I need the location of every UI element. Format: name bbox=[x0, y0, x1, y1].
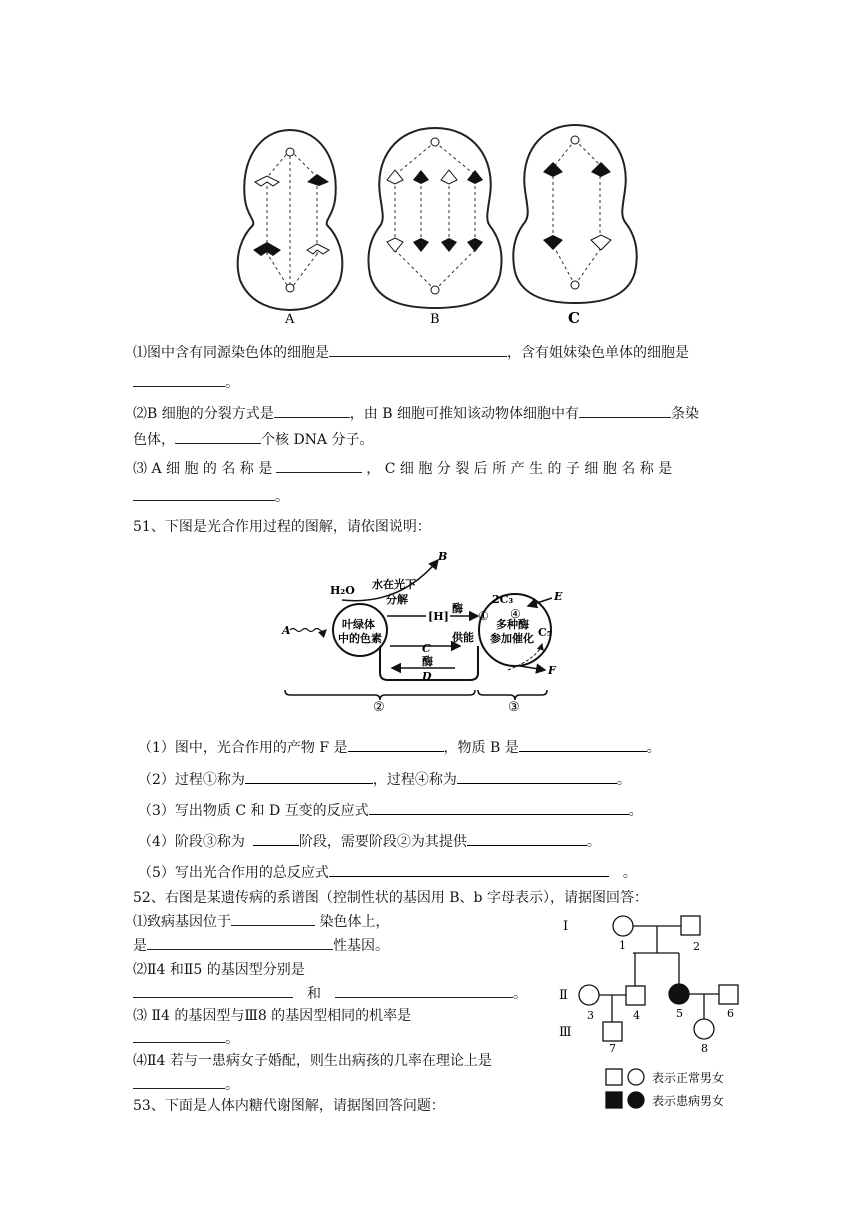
q51-title: 51、下图是光合作用过程的图解，请依图说明： bbox=[133, 519, 431, 535]
answer-blank[interactable] bbox=[175, 429, 261, 444]
label-h: [H] bbox=[428, 610, 449, 623]
answer-blank[interactable] bbox=[348, 737, 444, 752]
q51-sub4: （4）阶段③称为 阶段，需要阶段②为其提供 。 bbox=[138, 831, 601, 851]
answer-blank[interactable] bbox=[467, 831, 587, 846]
answer-blank[interactable] bbox=[369, 800, 629, 815]
individual-2 bbox=[681, 916, 700, 935]
label-multi-enzyme-2: 参加催化 bbox=[490, 632, 534, 645]
label-enzyme-top: 酶 bbox=[452, 602, 463, 615]
label-multi-enzyme-1: 多种酶 bbox=[496, 618, 529, 631]
label-e: E bbox=[554, 590, 563, 603]
q52-p3-line1: ⑶ Ⅱ4 的基因型与Ⅲ8 的基因型相同的机率是 bbox=[133, 1008, 412, 1024]
cell-division-figure bbox=[225, 120, 645, 325]
label-a: A bbox=[282, 624, 291, 637]
answer-blank[interactable] bbox=[335, 983, 513, 998]
legend-normal: 表示正常男女 bbox=[652, 1071, 725, 1085]
answer-blank[interactable] bbox=[276, 458, 362, 473]
answer-blank[interactable] bbox=[245, 769, 373, 784]
gen-2-label: Ⅱ bbox=[559, 988, 568, 1003]
q50-line4: 色体， 个核 DNA 分子。 bbox=[133, 429, 374, 449]
legend-affected: 表示患病男女 bbox=[652, 1094, 725, 1108]
label-water-split-2: 分解 bbox=[386, 593, 408, 606]
q52-p4-line1: ⑷Ⅱ4 若与一患病女子婚配，则生出病孩的几率在理论上是 bbox=[133, 1053, 492, 1069]
q51-sub1: （1）图中，光合作用的产物 F 是 ，物质 B 是 。 bbox=[138, 737, 661, 757]
individual-4 bbox=[626, 986, 645, 1005]
cell-a bbox=[238, 130, 343, 310]
label-c5: C₅ bbox=[538, 626, 552, 639]
q51-sub2: （2）过程①称为 ，过程④称为 。 bbox=[138, 769, 631, 789]
individual-3 bbox=[579, 985, 599, 1005]
q52-p2-line1: ⑵Ⅱ4 和Ⅱ5 的基因型分别是 bbox=[133, 962, 305, 978]
num-8: 8 bbox=[701, 1042, 708, 1055]
cell-label-b: B bbox=[430, 312, 440, 325]
cell-c bbox=[513, 125, 636, 303]
num-7: 7 bbox=[609, 1042, 616, 1055]
q50-line1: ⑴图中含有同源染色体的细胞是 ，含有姐妹染色单体的细胞是 bbox=[133, 342, 689, 362]
individual-5 bbox=[669, 984, 689, 1004]
label-f: F bbox=[548, 664, 556, 677]
cell-label-a: A bbox=[285, 312, 295, 325]
label-stage-2: ② bbox=[373, 700, 385, 715]
label-water-split-1: 水在光下 bbox=[372, 578, 416, 591]
q50-line2: 。 bbox=[133, 372, 239, 392]
q53-title: 53、下面是人体内糖代谢图解，请据图回答问题： bbox=[133, 1098, 445, 1114]
num-5: 5 bbox=[676, 1007, 683, 1020]
individual-6 bbox=[719, 985, 738, 1004]
answer-blank[interactable] bbox=[147, 935, 333, 950]
answer-blank[interactable] bbox=[253, 831, 299, 846]
answer-blank[interactable] bbox=[231, 911, 315, 926]
num-3: 3 bbox=[587, 1009, 594, 1022]
q52-p1-line2: 是 性基因。 bbox=[133, 935, 389, 955]
num-2: 2 bbox=[693, 940, 700, 953]
answer-blank[interactable] bbox=[274, 403, 350, 418]
label-chloroplast-1: 叶绿体 bbox=[342, 618, 375, 631]
label-circle-1: ① bbox=[478, 609, 489, 623]
num-4: 4 bbox=[633, 1009, 640, 1022]
answer-blank[interactable] bbox=[329, 862, 609, 877]
label-enzyme-mid: 酶 bbox=[422, 655, 433, 668]
label-h2o: H₂O bbox=[330, 584, 355, 597]
q52-p4-line2: 。 bbox=[133, 1074, 239, 1094]
q52-p3-line2: 。 bbox=[133, 1028, 239, 1048]
pedigree-chart bbox=[555, 905, 745, 1115]
q52-title: 52、右图是某遗传病的系谱图（控制性状的基因用 B、b 字母表示），请据图回答： bbox=[133, 890, 648, 906]
answer-blank[interactable] bbox=[579, 403, 671, 418]
q52-p1-line1: ⑴致病基因位于 染色体上， bbox=[133, 911, 389, 931]
q50-line6: 。 bbox=[133, 486, 289, 506]
q51-sub5: （5）写出光合作用的总反应式 。 bbox=[138, 862, 637, 882]
answer-blank[interactable] bbox=[133, 486, 275, 501]
answer-blank[interactable] bbox=[133, 372, 225, 387]
answer-blank[interactable] bbox=[133, 1028, 225, 1043]
answer-blank[interactable] bbox=[133, 1074, 225, 1089]
label-c3: 2C₃ bbox=[492, 593, 514, 606]
q50-line5: ⑶ A 细 胞 的 名 称 是 ， C 细 胞 分 裂 后 所 产 生 的 子 细 胞 名 称 是 bbox=[133, 458, 672, 478]
label-c: C bbox=[422, 642, 431, 655]
label-chloroplast-2: 中的色素 bbox=[338, 632, 382, 645]
answer-blank[interactable] bbox=[457, 769, 617, 784]
individual-1 bbox=[613, 916, 633, 936]
individual-8 bbox=[694, 1019, 714, 1039]
answer-blank[interactable] bbox=[519, 737, 647, 752]
num-6: 6 bbox=[727, 1007, 734, 1020]
gen-3-label: Ⅲ bbox=[559, 1025, 572, 1040]
q52-p2-line2: 和 。 bbox=[133, 983, 527, 1003]
label-d: D bbox=[422, 670, 432, 683]
answer-blank[interactable] bbox=[133, 983, 293, 998]
num-1: 1 bbox=[619, 939, 626, 952]
photosynthesis-diagram bbox=[280, 548, 570, 716]
gen-1-label: Ⅰ bbox=[563, 919, 569, 934]
q50-line3: ⑵B 细胞的分裂方式是 ，由 B 细胞可推知该动物体细胞中有 条染 bbox=[133, 403, 699, 423]
q51-sub3: （3）写出物质 C 和 D 互变的反应式 。 bbox=[138, 800, 643, 820]
label-circle-4: ④ bbox=[510, 607, 521, 621]
answer-blank[interactable] bbox=[329, 342, 507, 357]
label-b: B bbox=[438, 550, 448, 563]
individual-7 bbox=[603, 1022, 622, 1041]
label-stage-3: ③ bbox=[508, 700, 520, 715]
cell-b bbox=[368, 128, 501, 308]
label-supply: 供能 bbox=[452, 631, 474, 644]
cell-label-c: C bbox=[568, 309, 580, 325]
